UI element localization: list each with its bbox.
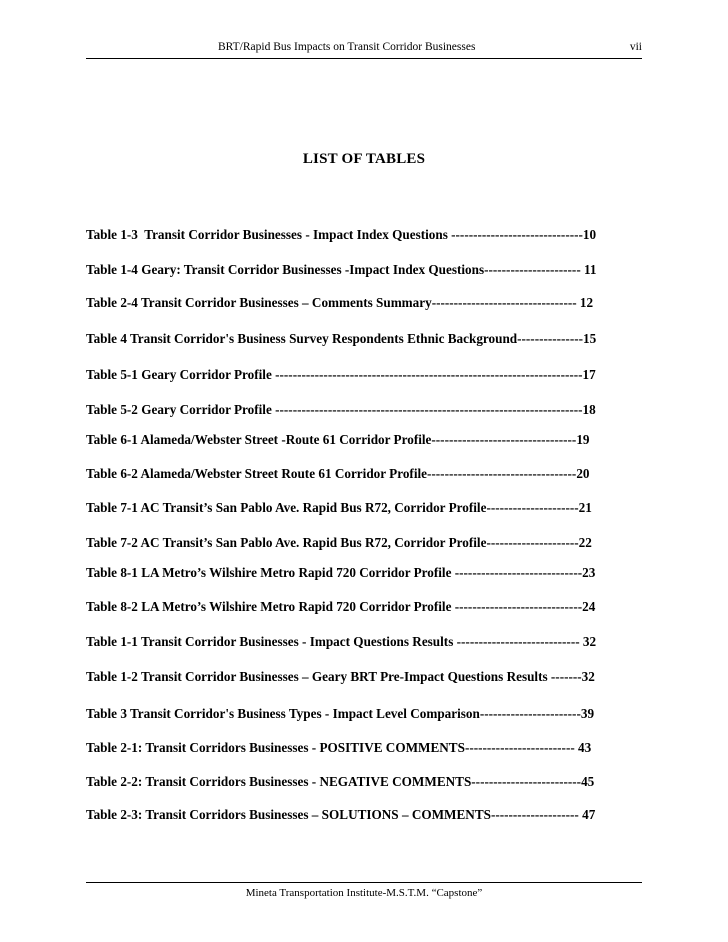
toc-entry-title: Table 8-2 LA Metro’s Wilshire Metro Rapid 720 Corridor Profile bbox=[86, 599, 455, 614]
toc-entry-leader: --------------------------------- bbox=[431, 432, 577, 447]
toc-entry-title: Table 2-4 Transit Corridor Businesses – Comments Summary bbox=[86, 295, 432, 310]
toc-entry bbox=[86, 402, 642, 418]
toc-entry bbox=[86, 466, 642, 482]
toc-entry-title: Table 8-1 LA Metro’s Wilshire Metro Rapid 720 Corridor Profile bbox=[86, 565, 455, 580]
header-page-number: vii bbox=[629, 41, 642, 53]
toc-entry-leader: ---------------------------------------------------------------------- bbox=[275, 367, 583, 382]
toc-entry-page: 21 bbox=[578, 500, 592, 515]
toc-entry-leader: --------------------- bbox=[486, 500, 579, 515]
toc-entry-page: 32 bbox=[581, 669, 595, 684]
toc-entry-page: 19 bbox=[576, 432, 590, 447]
toc-entry bbox=[86, 669, 642, 685]
toc-entry-title: Table 6-1 Alameda/Webster Street -Route 61 Corridor Profile bbox=[86, 432, 432, 447]
toc-entry-leader: ---------------------------------------------------------------------- bbox=[275, 402, 583, 417]
toc-entry-page: 15 bbox=[583, 331, 597, 346]
toc-entry bbox=[86, 599, 642, 615]
toc-entry-leader: --------------- bbox=[517, 331, 583, 346]
toc-entry-page: 32 bbox=[579, 634, 597, 649]
toc-entry-title: Table 1-2 Transit Corridor Businesses – Geary BRT Pre-Impact Questions Results bbox=[86, 669, 551, 684]
toc-entry-leader: ---------------------------- bbox=[456, 634, 580, 649]
toc-entry-title: Table 7-2 AC Transit’s San Pablo Ave. Rapid Bus R72, Corridor Profile bbox=[86, 535, 487, 550]
toc-entry-title: Table 3 Transit Corridor's Business Types - Impact Level Comparison bbox=[86, 706, 480, 721]
toc-entry bbox=[86, 262, 642, 278]
toc-entry-leader: ------------------------- bbox=[471, 774, 582, 789]
toc-entry bbox=[86, 565, 642, 581]
toc-entry-title: Table 2-3: Transit Corridors Businesses – SOLUTIONS – COMMENTS bbox=[86, 807, 491, 822]
toc-entry-page: 43 bbox=[574, 740, 592, 755]
toc-entry-page: 22 bbox=[578, 535, 592, 550]
footer-text: Mineta Transportation Institute-M.S.T.M. “Capstone” bbox=[245, 887, 483, 899]
toc-entry bbox=[86, 740, 642, 756]
toc-entry-leader: --------------------------------- bbox=[431, 295, 577, 310]
toc-entry-page: 39 bbox=[580, 706, 595, 721]
toc-entry-title: Table 1-1 Transit Corridor Businesses - Impact Questions Results bbox=[86, 634, 457, 649]
toc-entry-page: 45 bbox=[581, 774, 595, 789]
toc-entry-leader: ----------------------------- bbox=[454, 565, 583, 580]
toc-entry bbox=[86, 706, 642, 722]
toc-entry-page: 12 bbox=[576, 295, 594, 310]
toc-entry-title: Table 2-2: Transit Corridors Businesses - NEGATIVE COMMENTS bbox=[86, 774, 472, 789]
toc-entry-title: Table 1-4 Geary: Transit Corridor Businesses -Impact Index Questions bbox=[86, 262, 485, 277]
toc-entry-page: 18 bbox=[582, 402, 596, 417]
header-rule bbox=[86, 58, 642, 59]
toc-entry bbox=[86, 295, 642, 311]
toc-entry-leader: --------------------- bbox=[486, 535, 579, 550]
toc-entry-leader: ------------------------------ bbox=[451, 227, 583, 242]
toc-entry bbox=[86, 535, 642, 551]
toc-entry-page: 17 bbox=[582, 367, 596, 382]
toc-entry-leader: ------------------------- bbox=[464, 740, 575, 755]
toc-entry-leader: ---------------------------------- bbox=[427, 466, 577, 481]
header-title: BRT/Rapid Bus Impacts on Transit Corridor Businesses bbox=[218, 41, 476, 53]
toc-entry-title: Table 1-3 Transit Corridor Businesses - Impact Index Questions bbox=[86, 227, 452, 242]
toc-entry bbox=[86, 634, 642, 650]
toc-entry-leader: -------------------- bbox=[490, 807, 579, 822]
toc-entry-page: 24 bbox=[582, 599, 596, 614]
toc-entry bbox=[86, 367, 642, 383]
toc-entry-page: 11 bbox=[580, 262, 597, 277]
toc-entry bbox=[86, 807, 642, 823]
toc-entry-leader: ------- bbox=[550, 669, 582, 684]
toc-entry-page: 47 bbox=[578, 807, 596, 822]
toc-entry-page: 10 bbox=[582, 227, 597, 242]
section-title: LIST OF TABLES bbox=[302, 151, 426, 167]
toc-entry-title: Table 4 Transit Corridor's Business Survey Respondents Ethnic Background bbox=[86, 331, 518, 346]
toc-entry-leader: ----------------------- bbox=[479, 706, 581, 721]
toc-entry bbox=[86, 432, 642, 448]
toc-entry-title: Table 6-2 Alameda/Webster Street Route 61 Corridor Profile bbox=[86, 466, 427, 481]
toc-entry-title: Table 2-1: Transit Corridors Businesses - POSITIVE COMMENTS bbox=[86, 740, 465, 755]
toc-entry-leader: ----------------------------- bbox=[454, 599, 583, 614]
toc-entry bbox=[86, 774, 642, 790]
toc-entry-page: 23 bbox=[582, 565, 596, 580]
toc-entry-page: 20 bbox=[576, 466, 590, 481]
toc-entry-title: Table 7-1 AC Transit’s San Pablo Ave. Rapid Bus R72, Corridor Profile bbox=[86, 500, 487, 515]
toc-entry bbox=[86, 331, 642, 347]
toc-entry-title: Table 5-2 Geary Corridor Profile bbox=[86, 402, 276, 417]
toc-entry bbox=[86, 500, 642, 516]
footer-rule bbox=[86, 882, 642, 883]
toc-entry-leader: ---------------------- bbox=[484, 262, 581, 277]
toc-entry-title: Table 5-1 Geary Corridor Profile bbox=[86, 367, 276, 382]
toc-entry bbox=[86, 227, 642, 243]
